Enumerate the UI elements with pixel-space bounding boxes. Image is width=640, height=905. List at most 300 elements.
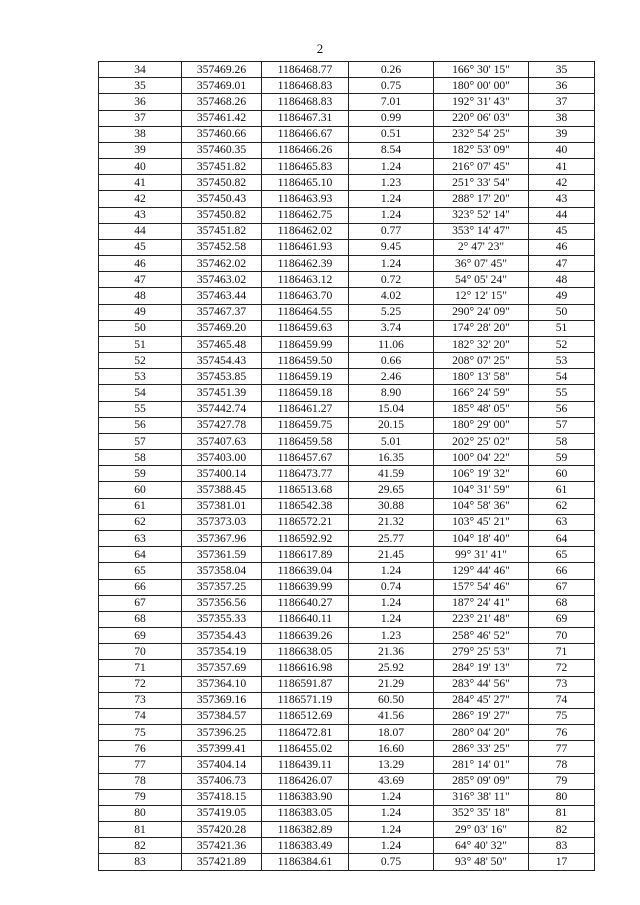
table-row [99,304,595,320]
x-coordinate-cell: 357462.02 [182,256,262,272]
y-coordinate-cell: 1186459.50 [262,353,349,369]
point-number-cell: 60 [99,482,182,498]
y-coordinate-cell: 1186639.26 [262,628,349,644]
distance-cell: 0.72 [349,272,434,288]
x-coordinate-cell: 357354.19 [182,644,262,660]
bearing-cell: 251° 33' 54" [434,175,529,191]
next-point-cell: 68 [529,595,595,611]
point-number-cell: 74 [99,708,182,724]
bearing-cell: 187° 24' 41" [434,595,529,611]
point-number-cell: 45 [99,239,182,255]
next-point-cell: 45 [529,223,595,239]
next-point-cell: 40 [529,142,595,158]
point-number-cell: 63 [99,530,182,546]
point-number-cell: 77 [99,757,182,773]
x-coordinate-cell: 357403.00 [182,450,262,466]
next-point-cell: 83 [529,838,595,854]
y-coordinate-cell: 1186462.02 [262,223,349,239]
y-coordinate-cell: 1186426.07 [262,773,349,789]
coordinates-table [98,61,595,871]
distance-cell: 13.29 [349,757,434,773]
next-point-cell: 38 [529,110,595,126]
point-number-cell: 61 [99,498,182,514]
table-row [99,223,595,239]
y-coordinate-cell: 1186640.11 [262,611,349,627]
point-number-cell: 42 [99,191,182,207]
next-point-cell: 44 [529,207,595,223]
y-coordinate-cell: 1186459.63 [262,320,349,336]
point-number-cell: 38 [99,126,182,142]
table-row [99,514,595,530]
distance-cell: 1.24 [349,805,434,821]
point-number-cell: 44 [99,223,182,239]
table-row [99,256,595,272]
bearing-cell: 100° 04' 22" [434,450,529,466]
next-point-cell: 47 [529,256,595,272]
bearing-cell: 284° 19' 13" [434,660,529,676]
next-point-cell: 54 [529,369,595,385]
point-number-cell: 51 [99,336,182,352]
y-coordinate-cell: 1186463.12 [262,272,349,288]
y-coordinate-cell: 1186465.10 [262,175,349,191]
distance-cell: 43.69 [349,773,434,789]
bearing-cell: 232° 54' 25" [434,126,529,142]
next-point-cell: 39 [529,126,595,142]
y-coordinate-cell: 1186459.75 [262,417,349,433]
table-row [99,288,595,304]
point-number-cell: 53 [99,369,182,385]
table-row [99,822,595,838]
y-coordinate-cell: 1186542.38 [262,498,349,514]
x-coordinate-cell: 357358.04 [182,563,262,579]
table-row [99,369,595,385]
point-number-cell: 34 [99,62,182,78]
next-point-cell: 66 [529,563,595,579]
x-coordinate-cell: 357454.43 [182,353,262,369]
next-point-cell: 76 [529,725,595,741]
y-coordinate-cell: 1186617.89 [262,547,349,563]
point-number-cell: 72 [99,676,182,692]
bearing-cell: 280° 04' 20" [434,725,529,741]
y-coordinate-cell: 1186466.26 [262,142,349,158]
table-row [99,433,595,449]
distance-cell: 60.50 [349,692,434,708]
next-point-cell: 46 [529,239,595,255]
point-number-cell: 37 [99,110,182,126]
bearing-cell: 216° 07' 45" [434,159,529,175]
bearing-cell: 220° 06' 03" [434,110,529,126]
next-point-cell: 57 [529,417,595,433]
point-number-cell: 80 [99,805,182,821]
y-coordinate-cell: 1186472.81 [262,725,349,741]
bearing-cell: 192° 31' 43" [434,94,529,110]
x-coordinate-cell: 357442.74 [182,401,262,417]
x-coordinate-cell: 357373.03 [182,514,262,530]
y-coordinate-cell: 1186439.11 [262,757,349,773]
point-number-cell: 73 [99,692,182,708]
next-point-cell: 65 [529,547,595,563]
distance-cell: 8.90 [349,385,434,401]
point-number-cell: 66 [99,579,182,595]
y-coordinate-cell: 1186639.04 [262,563,349,579]
distance-cell: 0.77 [349,223,434,239]
next-point-cell: 62 [529,498,595,514]
x-coordinate-cell: 357450.82 [182,207,262,223]
next-point-cell: 60 [529,466,595,482]
table-row [99,272,595,288]
x-coordinate-cell: 357460.35 [182,142,262,158]
x-coordinate-cell: 357460.66 [182,126,262,142]
y-coordinate-cell: 1186383.90 [262,789,349,805]
x-coordinate-cell: 357421.36 [182,838,262,854]
table-row [99,708,595,724]
distance-cell: 8.54 [349,142,434,158]
next-point-cell: 37 [529,94,595,110]
next-point-cell: 74 [529,692,595,708]
y-coordinate-cell: 1186464.55 [262,304,349,320]
x-coordinate-cell: 357468.26 [182,94,262,110]
distance-cell: 1.24 [349,256,434,272]
table-row [99,94,595,110]
table-row [99,126,595,142]
y-coordinate-cell: 1186512.69 [262,708,349,724]
distance-cell: 1.24 [349,838,434,854]
distance-cell: 0.99 [349,110,434,126]
next-point-cell: 78 [529,757,595,773]
distance-cell: 1.24 [349,207,434,223]
distance-cell: 1.24 [349,789,434,805]
next-point-cell: 48 [529,272,595,288]
y-coordinate-cell: 1186461.27 [262,401,349,417]
bearing-cell: 93° 48' 50" [434,854,529,870]
distance-cell: 1.24 [349,595,434,611]
distance-cell: 0.51 [349,126,434,142]
table-row [99,207,595,223]
point-number-cell: 40 [99,159,182,175]
x-coordinate-cell: 357396.25 [182,725,262,741]
bearing-cell: 288° 17' 20" [434,191,529,207]
point-number-cell: 69 [99,628,182,644]
next-point-cell: 79 [529,773,595,789]
y-coordinate-cell: 1186457.67 [262,450,349,466]
x-coordinate-cell: 357388.45 [182,482,262,498]
bearing-cell: 182° 53' 09" [434,142,529,158]
point-number-cell: 52 [99,353,182,369]
distance-cell: 25.92 [349,660,434,676]
table-row [99,482,595,498]
next-point-cell: 52 [529,336,595,352]
next-point-cell: 75 [529,708,595,724]
point-number-cell: 71 [99,660,182,676]
point-number-cell: 68 [99,611,182,627]
bearing-cell: 283° 44' 56" [434,676,529,692]
table-row [99,773,595,789]
x-coordinate-cell: 357451.39 [182,385,262,401]
distance-cell: 25.77 [349,530,434,546]
distance-cell: 3.74 [349,320,434,336]
point-number-cell: 48 [99,288,182,304]
table-row [99,385,595,401]
next-point-cell: 71 [529,644,595,660]
y-coordinate-cell: 1186462.39 [262,256,349,272]
distance-cell: 21.45 [349,547,434,563]
point-number-cell: 47 [99,272,182,288]
y-coordinate-cell: 1186591.87 [262,676,349,692]
distance-cell: 1.23 [349,175,434,191]
bearing-cell: 180° 29' 00" [434,417,529,433]
next-point-cell: 43 [529,191,595,207]
table-row [99,854,595,870]
point-number-cell: 41 [99,175,182,191]
point-number-cell: 70 [99,644,182,660]
next-point-cell: 81 [529,805,595,821]
bearing-cell: 106° 19' 32" [434,466,529,482]
next-point-cell: 69 [529,611,595,627]
next-point-cell: 59 [529,450,595,466]
point-number-cell: 39 [99,142,182,158]
next-point-cell: 50 [529,304,595,320]
bearing-cell: 286° 19' 27" [434,708,529,724]
next-point-cell: 49 [529,288,595,304]
point-number-cell: 83 [99,854,182,870]
x-coordinate-cell: 357467.37 [182,304,262,320]
table-row [99,239,595,255]
bearing-cell: 103° 45' 21" [434,514,529,530]
next-point-cell: 61 [529,482,595,498]
next-point-cell: 82 [529,822,595,838]
distance-cell: 20.15 [349,417,434,433]
distance-cell: 1.24 [349,563,434,579]
x-coordinate-cell: 357463.44 [182,288,262,304]
table-row [99,191,595,207]
x-coordinate-cell: 357421.89 [182,854,262,870]
distance-cell: 21.29 [349,676,434,692]
bearing-cell: 284° 45' 27" [434,692,529,708]
next-point-cell: 72 [529,660,595,676]
bearing-cell: 208° 07' 25" [434,353,529,369]
x-coordinate-cell: 357450.43 [182,191,262,207]
point-number-cell: 67 [99,595,182,611]
table-row [99,660,595,676]
y-coordinate-cell: 1186465.83 [262,159,349,175]
distance-cell: 1.24 [349,611,434,627]
coordinates-table-body [99,62,595,871]
point-number-cell: 43 [99,207,182,223]
point-number-cell: 64 [99,547,182,563]
x-coordinate-cell: 357400.14 [182,466,262,482]
x-coordinate-cell: 357404.14 [182,757,262,773]
y-coordinate-cell: 1186468.77 [262,62,349,78]
y-coordinate-cell: 1186461.93 [262,239,349,255]
bearing-cell: 258° 46' 52" [434,628,529,644]
bearing-cell: 202° 25' 02" [434,433,529,449]
x-coordinate-cell: 357427.78 [182,417,262,433]
distance-cell: 4.02 [349,288,434,304]
distance-cell: 29.65 [349,482,434,498]
y-coordinate-cell: 1186592.92 [262,530,349,546]
point-number-cell: 76 [99,741,182,757]
table-row [99,336,595,352]
distance-cell: 0.75 [349,854,434,870]
x-coordinate-cell: 357418.15 [182,789,262,805]
x-coordinate-cell: 357451.82 [182,223,262,239]
bearing-cell: 182° 32' 20" [434,336,529,352]
y-coordinate-cell: 1186466.67 [262,126,349,142]
x-coordinate-cell: 357469.01 [182,78,262,94]
x-coordinate-cell: 357357.25 [182,579,262,595]
y-coordinate-cell: 1186638.05 [262,644,349,660]
x-coordinate-cell: 357469.26 [182,62,262,78]
bearing-cell: 285° 09' 09" [434,773,529,789]
point-number-cell: 55 [99,401,182,417]
y-coordinate-cell: 1186459.99 [262,336,349,352]
y-coordinate-cell: 1186462.75 [262,207,349,223]
next-point-cell: 36 [529,78,595,94]
x-coordinate-cell: 357407.63 [182,433,262,449]
distance-cell: 11.06 [349,336,434,352]
x-coordinate-cell: 357354.43 [182,628,262,644]
table-row [99,579,595,595]
next-point-cell: 55 [529,385,595,401]
distance-cell: 5.01 [349,433,434,449]
point-number-cell: 54 [99,385,182,401]
table-row [99,466,595,482]
next-point-cell: 58 [529,433,595,449]
y-coordinate-cell: 1186473.77 [262,466,349,482]
table-row [99,757,595,773]
point-number-cell: 35 [99,78,182,94]
table-row [99,725,595,741]
distance-cell: 16.60 [349,741,434,757]
y-coordinate-cell: 1186640.27 [262,595,349,611]
table-row [99,789,595,805]
y-coordinate-cell: 1186616.98 [262,660,349,676]
next-point-cell: 51 [529,320,595,336]
x-coordinate-cell: 357450.82 [182,175,262,191]
distance-cell: 1.24 [349,159,434,175]
bearing-cell: 281° 14' 01" [434,757,529,773]
distance-cell: 21.36 [349,644,434,660]
point-number-cell: 65 [99,563,182,579]
table-row [99,401,595,417]
bearing-cell: 290° 24' 09" [434,304,529,320]
x-coordinate-cell: 357367.96 [182,530,262,546]
table-row [99,417,595,433]
table-row [99,563,595,579]
distance-cell: 1.24 [349,822,434,838]
point-number-cell: 58 [99,450,182,466]
distance-cell: 0.66 [349,353,434,369]
table-row [99,159,595,175]
table-row [99,676,595,692]
x-coordinate-cell: 357399.41 [182,741,262,757]
bearing-cell: 166° 30' 15" [434,62,529,78]
point-number-cell: 36 [99,94,182,110]
y-coordinate-cell: 1186468.83 [262,78,349,94]
distance-cell: 16.35 [349,450,434,466]
x-coordinate-cell: 357461.42 [182,110,262,126]
distance-cell: 7.01 [349,94,434,110]
point-number-cell: 46 [99,256,182,272]
next-point-cell: 67 [529,579,595,595]
distance-cell: 9.45 [349,239,434,255]
distance-cell: 0.75 [349,78,434,94]
x-coordinate-cell: 357384.57 [182,708,262,724]
x-coordinate-cell: 357452.58 [182,239,262,255]
point-number-cell: 57 [99,433,182,449]
x-coordinate-cell: 357469.20 [182,320,262,336]
x-coordinate-cell: 357356.56 [182,595,262,611]
y-coordinate-cell: 1186382.89 [262,822,349,838]
distance-cell: 15.04 [349,401,434,417]
y-coordinate-cell: 1186571.19 [262,692,349,708]
table-row [99,450,595,466]
table-row [99,741,595,757]
bearing-cell: 279° 25' 53" [434,644,529,660]
point-number-cell: 50 [99,320,182,336]
bearing-cell: 353° 14' 47" [434,223,529,239]
table-row [99,353,595,369]
distance-cell: 2.46 [349,369,434,385]
next-point-cell: 42 [529,175,595,191]
bearing-cell: 166° 24' 59" [434,385,529,401]
bearing-cell: 174° 28' 20" [434,320,529,336]
distance-cell: 0.26 [349,62,434,78]
table-row [99,175,595,191]
point-number-cell: 81 [99,822,182,838]
bearing-cell: 64° 40' 32" [434,838,529,854]
y-coordinate-cell: 1186384.61 [262,854,349,870]
bearing-cell: 104° 18' 40" [434,530,529,546]
bearing-cell: 29° 03' 16" [434,822,529,838]
bearing-cell: 180° 13' 58" [434,369,529,385]
bearing-cell: 352° 35' 18" [434,805,529,821]
x-coordinate-cell: 357369.16 [182,692,262,708]
y-coordinate-cell: 1186513.68 [262,482,349,498]
y-coordinate-cell: 1186468.83 [262,94,349,110]
y-coordinate-cell: 1186459.18 [262,385,349,401]
page-number: 2 [316,41,324,56]
next-point-cell: 80 [529,789,595,805]
x-coordinate-cell: 357463.02 [182,272,262,288]
y-coordinate-cell: 1186459.19 [262,369,349,385]
table-row [99,547,595,563]
x-coordinate-cell: 357355.33 [182,611,262,627]
bearing-cell: 99° 31' 41" [434,547,529,563]
x-coordinate-cell: 357364.10 [182,676,262,692]
table-row [99,498,595,514]
x-coordinate-cell: 357406.73 [182,773,262,789]
bearing-cell: 104° 58' 36" [434,498,529,514]
bearing-cell: 286° 33' 25" [434,741,529,757]
x-coordinate-cell: 357419.05 [182,805,262,821]
x-coordinate-cell: 357451.82 [182,159,262,175]
next-point-cell: 35 [529,62,595,78]
distance-cell: 1.24 [349,191,434,207]
y-coordinate-cell: 1186572.21 [262,514,349,530]
next-point-cell: 70 [529,628,595,644]
table-row [99,595,595,611]
distance-cell: 18.07 [349,725,434,741]
bearing-cell: 54° 05' 24" [434,272,529,288]
bearing-cell: 316° 38' 11" [434,789,529,805]
point-number-cell: 79 [99,789,182,805]
table-row [99,530,595,546]
table-row [99,628,595,644]
y-coordinate-cell: 1186467.31 [262,110,349,126]
bearing-cell: 157° 54' 46" [434,579,529,595]
bearing-cell: 129° 44' 46" [434,563,529,579]
